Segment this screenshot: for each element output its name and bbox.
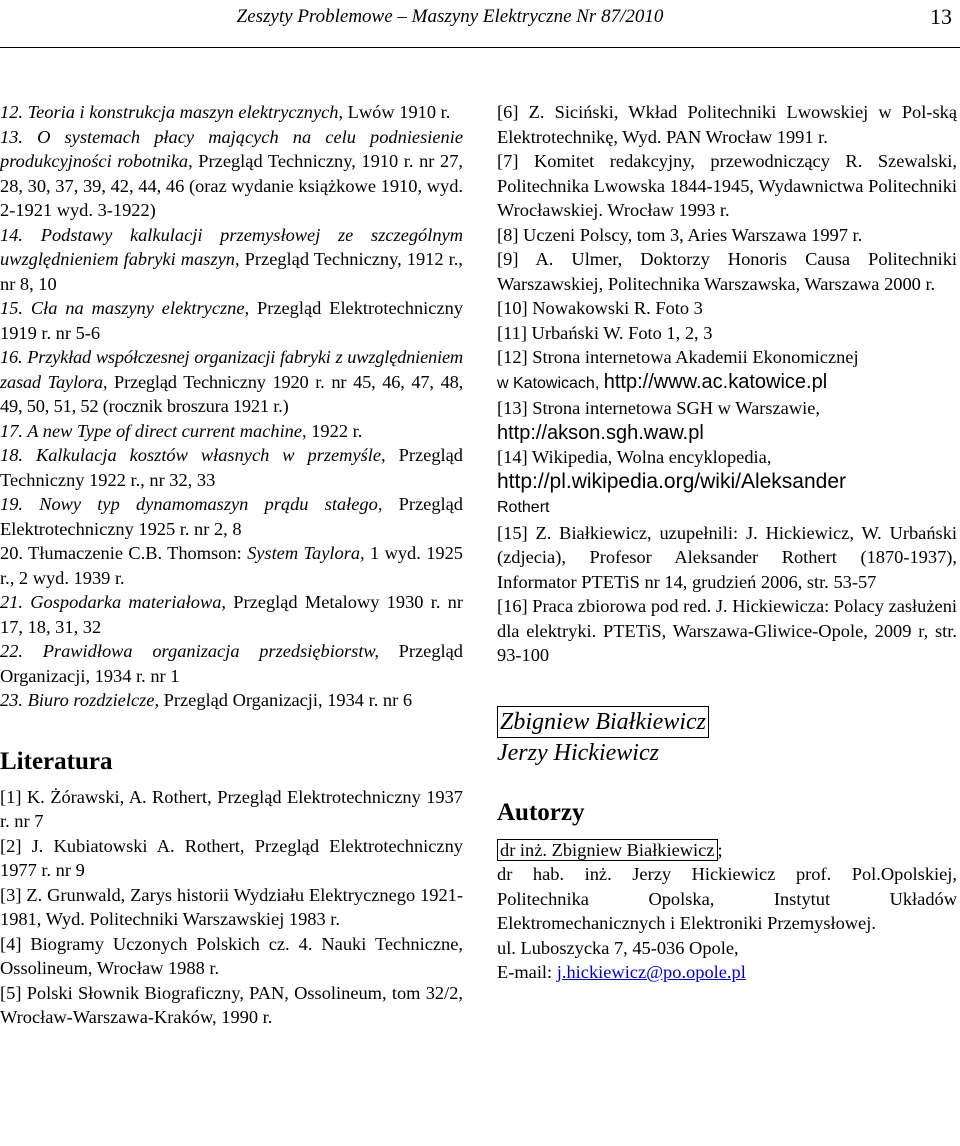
reference-16: [16] Praca zbiorowa pod red. J. Hickiewicza: Polacy zasłużeni dla elektryki. PTETiS, Warszawa-Gliwice-Opole, 2009 r, str. 93-100: [497, 596, 957, 665]
item-number: 16.: [0, 347, 28, 367]
item-title: O systemach płacy mających na celu podniesienie produkcyjności robotnika,: [0, 126, 463, 171]
page-number: 13: [930, 4, 952, 29]
reference-7: [7] Komitet redakcyjny, przewodniczący R. Szewalski, Politechnika Lwowska 1844-1945, Wydawnictwa Politechniki Wrocławskiej. Wrocław 1993 r.: [497, 151, 957, 220]
item-details: Przegląd Techniczny, 1912 r., nr 8, 10: [0, 249, 463, 294]
item-title: Biuro rozdzielcze,: [27, 690, 160, 710]
reference-8: [8] Uczeni Polscy, tom 3, Aries Warszawa 1997 r.: [497, 224, 863, 245]
reference-1: [1] K. Żórawski, A. Rothert, Przegląd Elektrotechniczny 1937 r. nr 7: [0, 786, 463, 831]
item-details: Przegląd Metalowy 1930 r. nr 17, 18, 31, 32: [0, 592, 463, 637]
item-number: 20.: [0, 543, 29, 563]
literatura-heading: Literatura: [0, 747, 113, 775]
publication-item-22: [0, 639, 463, 688]
item-title: System Taylora,: [247, 543, 365, 563]
author-1-name: dr inż. Zbigniew Białkiewicz: [497, 839, 718, 861]
item-title: Cła na maszyny elektryczne,: [30, 298, 250, 318]
item-number: 21.: [0, 592, 31, 612]
item-title: Podstawy kalkulacji przemysłowej ze szczególnym uwzględnieniem fabryki maszyn,: [0, 224, 463, 269]
reference-2: [2] J. Kubiatowski A. Rothert, Przegląd Elektrotechniczny 1977 r. nr 9: [0, 835, 463, 880]
item-details: Przegląd Elektrotechniczny 1925 r. nr 2, 8: [0, 494, 463, 539]
item-number: 22.: [0, 641, 43, 661]
reference-5: [5] Polski Słownik Biograficzny, PAN, Ossolineum, tom 32/2, Wrocław-Warszawa-Kraków, 1990 r.: [0, 982, 463, 1027]
author-1: [497, 838, 957, 863]
item-details: 1 wyd. 1925 r., 2 wyd. 1939 r.: [0, 543, 463, 588]
address: ul. Luboszycka 7, 45-036 Opole,: [497, 937, 739, 958]
signatures: [497, 706, 957, 768]
reference-12-place: w Katowicach,: [497, 374, 604, 392]
email-line: [497, 960, 957, 985]
reference-11: [11] Urbański W. Foto 1, 2, 3: [497, 322, 713, 343]
reference-13-text: [13] Strona internetowa SGH w Warszawie,: [497, 398, 820, 418]
item-details: Przegląd Organizacji, 1934 r. nr 1: [0, 641, 463, 686]
autorzy-heading: Autorzy: [497, 798, 585, 826]
signature-hickiewicz: Jerzy Hickiewicz: [497, 739, 659, 766]
item-details: Lwów 1910 r.: [343, 102, 451, 122]
right-column: [497, 100, 957, 985]
reference-3: [3] Z. Grunwald, Zarys historii Wydziału Elektrycznego 1921-1981, Wyd. Politechniki Warszawskiej 1983 r.: [0, 884, 463, 929]
reference-6: [6] Z. Siciński, Wkład Politechniki Lwowskiej w Pol-ską Elektrotechnikę, Wyd. PAN Wrocław 1991 r.: [497, 102, 957, 147]
item-number: 13.: [0, 126, 38, 147]
item-details: 1922 r.: [306, 420, 363, 441]
item-title: Przykład współczesnej organizacji fabryki z uwzględnieniem zasad Taylora,: [0, 347, 463, 392]
publication-item-18: [0, 443, 463, 492]
reference-4: [4] Biogramy Uczonych Polskich cz. 4. Nauki Techniczne, Ossolineum, Wrocław 1988 r.: [0, 933, 463, 978]
publication-item-20: [0, 541, 463, 590]
reference-15: [15] Z. Białkiewicz, uzupełnili: J. Hickiewicz, W. Urbański (zdjecia), Profesor Aleksander Rothert (1870-1937), Informator PTETiS nr 14, grudzień 2006, str. 53-57: [497, 522, 957, 592]
publication-item-12: [0, 100, 463, 125]
item-details: Przegląd Techniczny, 1910 r. nr 27, 28, 30, 37, 39, 42, 44, 46 (oraz wydanie książkowe 1910, wyd. 2-1921 wyd. 3-1922): [0, 151, 463, 220]
item-title: Kalkulacja kosztów własnych w przemyśle,: [35, 445, 386, 465]
reference-9: [9] A. Ulmer, Doktorzy Honoris Causa Politechniki Warszawskiej, Politechnika Warszawska, Warszawa 2000 r.: [497, 249, 957, 294]
author-2: dr hab. inż. Jerzy Hickiewicz prof. Pol.Opolskiej, Politechnika Opolska, Instytut Układów Elektromechanicznych i Elektroniki Przemysłowej.: [497, 864, 957, 933]
reference-14: [497, 445, 957, 521]
item-details: Przegląd Techniczny 1922 r., nr 32, 33: [0, 445, 463, 490]
item-number: 15.: [0, 298, 31, 318]
item-title: Gospodarka materiałowa,: [30, 592, 227, 612]
item-details: Przegląd Techniczny 1920 r. nr 45, 46, 47, 48, 49, 50, 51, 52 (rocznik broszura 1921 r.): [0, 371, 463, 416]
item-number: 12.: [0, 102, 28, 122]
page-header: [0, 0, 960, 48]
reference-12: [497, 345, 957, 396]
item-title: A new Type of direct current machine,: [27, 420, 307, 441]
left-column: [0, 100, 463, 1030]
publication-item-14: [0, 223, 463, 297]
item-title: Prawidłowa organizacja przedsiębiorstw,: [42, 641, 379, 661]
author-1-separator: ;: [717, 839, 723, 860]
publication-item-17: [0, 419, 463, 444]
reference-13-link[interactable]: http://akson.sgh.waw.pl: [497, 421, 704, 444]
signature-bialkiewicz: Zbigniew Białkiewicz: [497, 706, 709, 738]
reference-12-text: [12] Strona internetowa Akademii Ekonomicznej: [497, 347, 859, 367]
header-divider: [0, 47, 960, 48]
item-number: 19.: [0, 494, 40, 514]
reference-13: [497, 396, 957, 445]
publication-item-15: [0, 296, 463, 345]
publication-item-21: [0, 590, 463, 639]
item-number: 23.: [0, 690, 28, 710]
publication-item-19: [0, 492, 463, 541]
item-details: Przegląd Elektrotechniczny 1919 r. nr 5-6: [0, 298, 463, 343]
reference-12-link[interactable]: http://www.ac.katowice.pl: [603, 370, 828, 393]
item-number: 17.: [0, 420, 28, 441]
journal-title: Zeszyty Problemowe – Maszyny Elektryczne Nr 87/2010: [236, 6, 664, 27]
item-title: Teoria i konstrukcja maszyn elektrycznych,: [27, 102, 344, 122]
reference-14-link-tail: Rothert: [497, 499, 550, 516]
reference-14-link[interactable]: http://pl.wikipedia.org/wiki/Aleksander: [497, 469, 847, 493]
email-label: E-mail:: [497, 962, 557, 982]
item-number: 14.: [0, 224, 41, 245]
reference-10: [10] Nowakowski R. Foto 3: [497, 298, 703, 318]
reference-14-text: [14] Wikipedia, Wolna encyklopedia,: [497, 447, 772, 467]
publication-item-16: [0, 345, 463, 419]
email-link[interactable]: j.hickiewicz@po.opole.pl: [556, 962, 746, 982]
item-prefix: Tłumaczenie C.B. Thomson:: [28, 543, 248, 563]
item-title: Nowy typ dynamomaszyn prądu stałego,: [39, 494, 383, 514]
publication-item-23: [0, 688, 463, 713]
item-number: 18.: [0, 445, 36, 465]
item-details: Przegląd Organizacji, 1934 r. nr 6: [159, 690, 413, 710]
publication-item-13: [0, 125, 463, 223]
